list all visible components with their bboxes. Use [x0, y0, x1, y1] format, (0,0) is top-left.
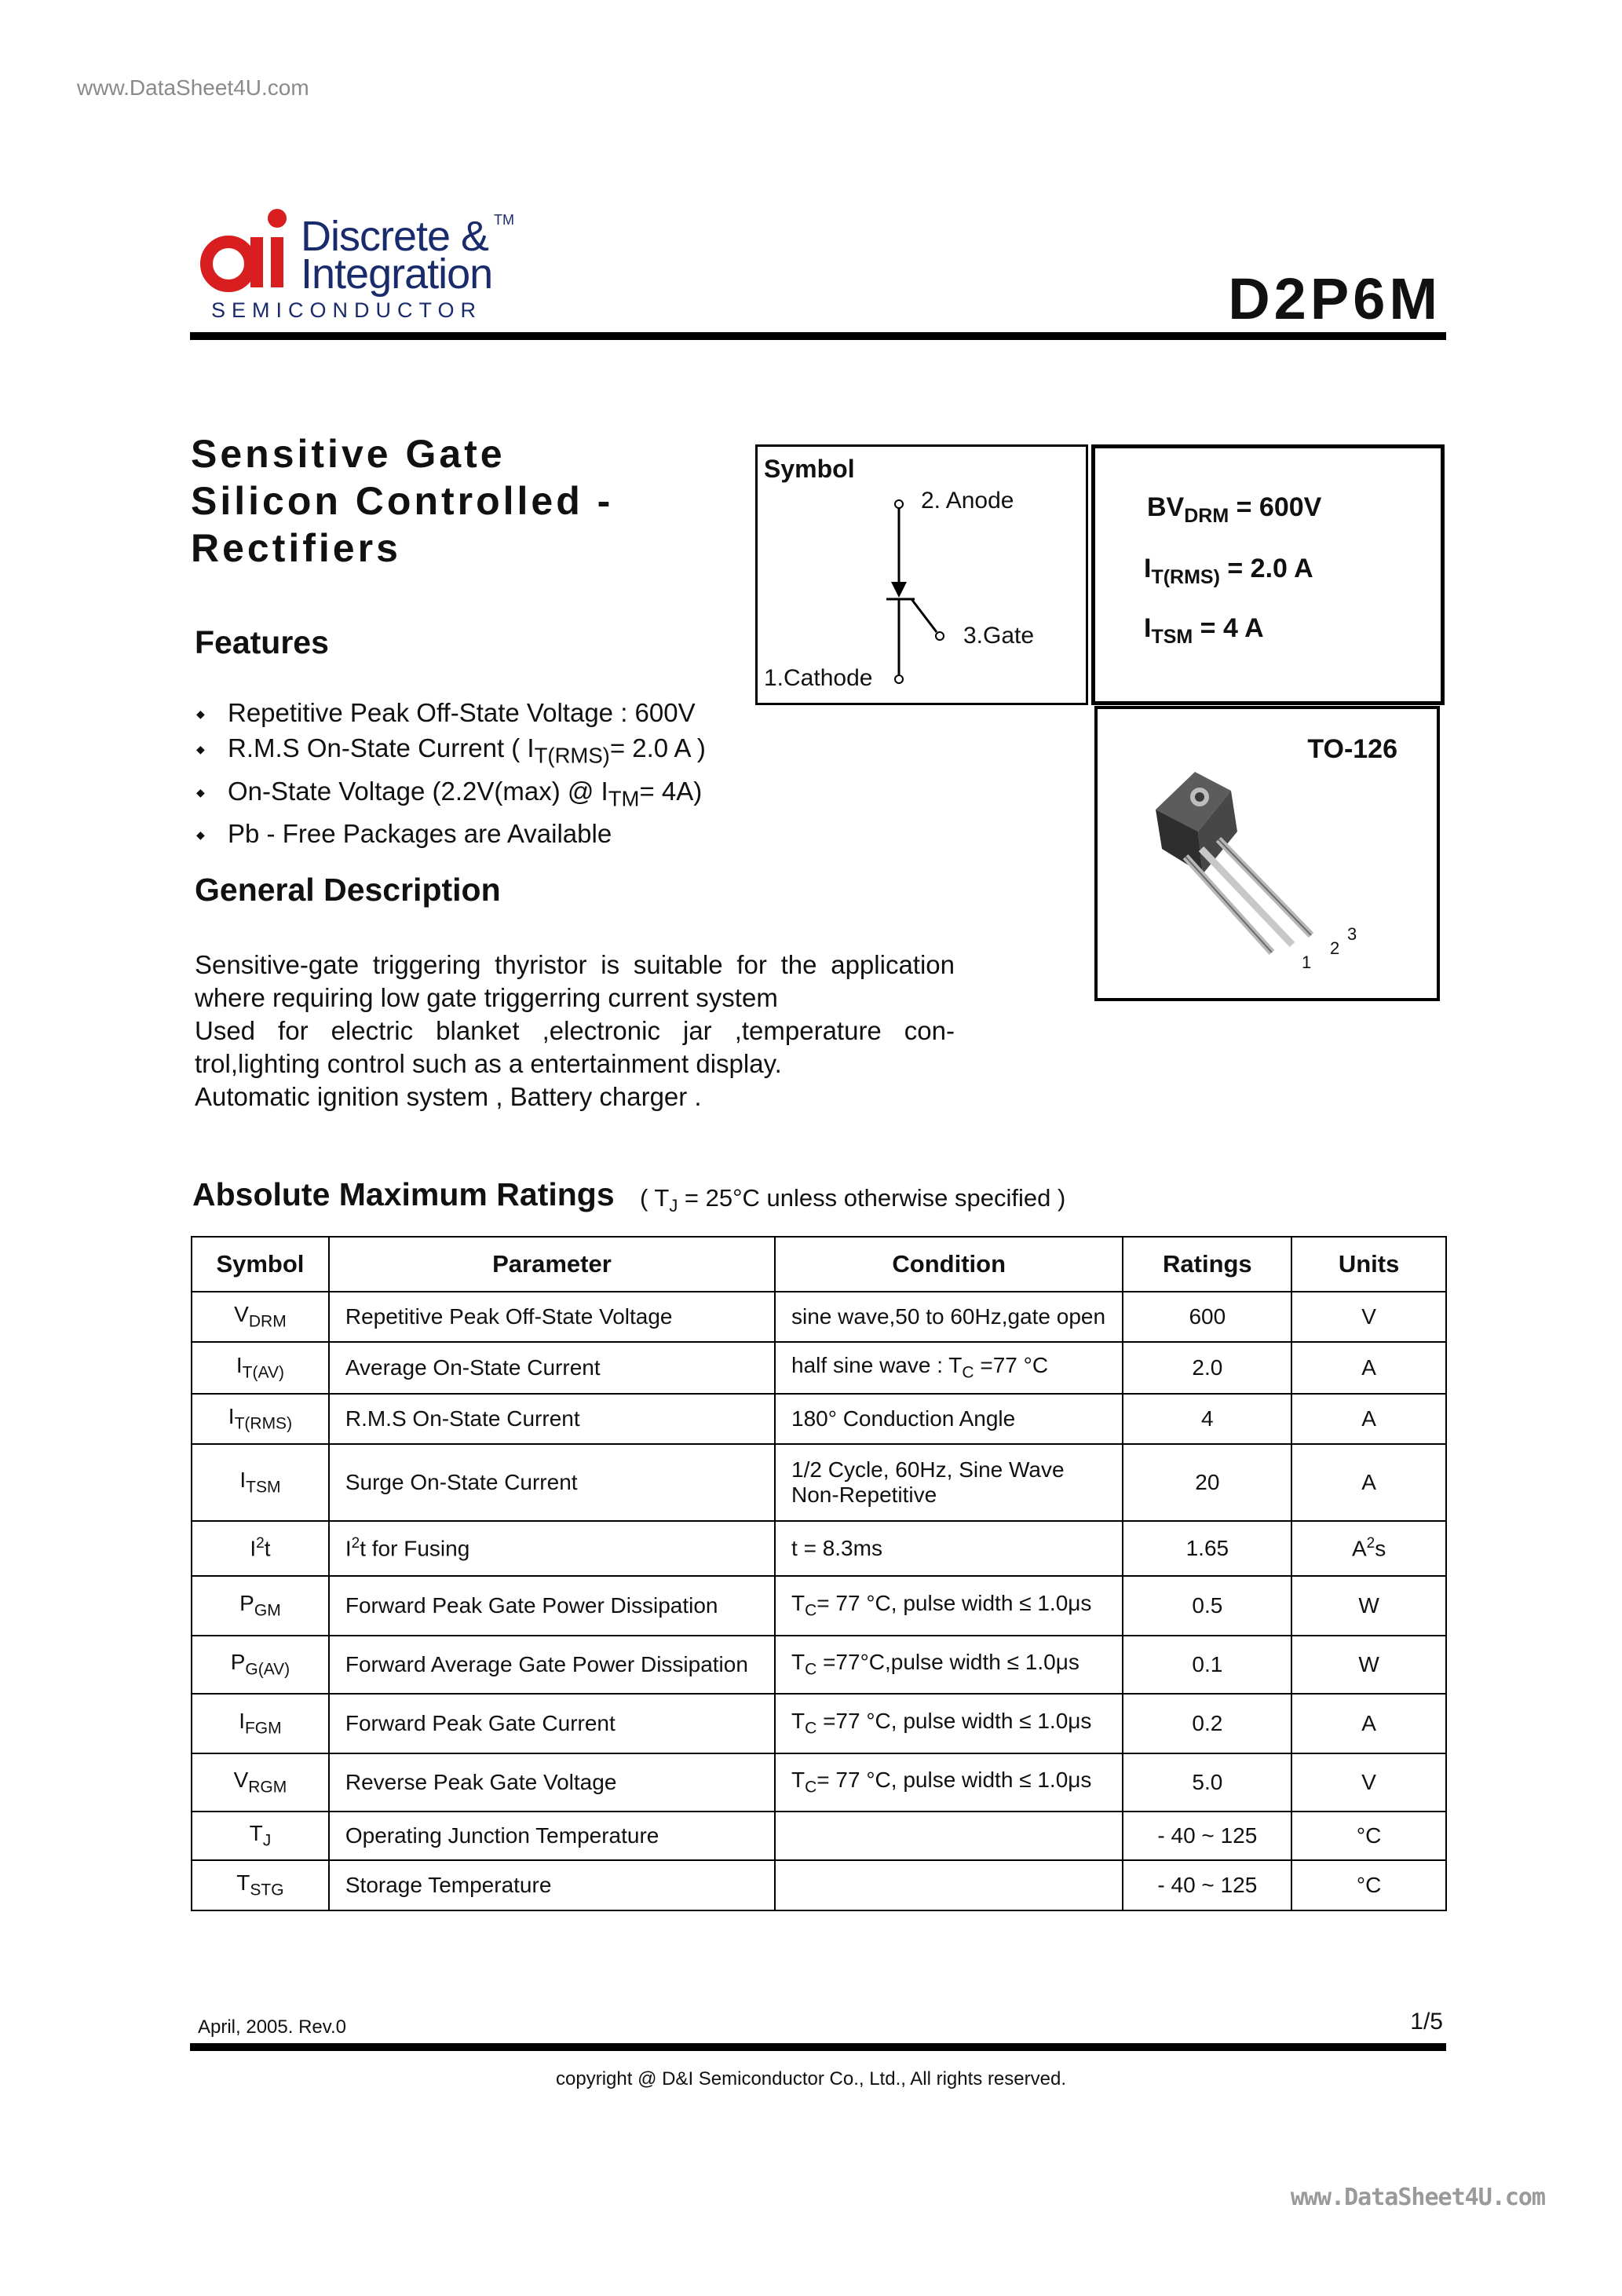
rating-cell: 0.2	[1123, 1694, 1291, 1753]
parameter-cell: Storage Temperature	[329, 1860, 775, 1910]
company-logo	[200, 196, 530, 330]
description-paragraph: Sensitive-gate triggering thyristor is suitable for the application where requiring low gate triggerring current system	[195, 950, 955, 1012]
condition-cell: $T_C =77$ °C, pulse width ≤ 1.0μs	[775, 1694, 1123, 1753]
product-title	[191, 430, 613, 572]
condition-cell	[775, 1812, 1123, 1860]
column-header: Condition	[775, 1237, 1123, 1292]
parameter-cell: Forward Average Gate Power Dissipation	[329, 1636, 775, 1694]
pin-number: 3	[1347, 924, 1357, 944]
symbol-cell: $T_{STG}$	[192, 1860, 329, 1910]
parameter-cell: Forward Peak Gate Power Dissipation	[329, 1576, 775, 1636]
parameter-cell: Reverse Peak Gate Voltage	[329, 1753, 775, 1812]
symbol-cell: $V_{RGM}$	[192, 1753, 329, 1812]
description-paragraph: Used for electric blanket ,electronic jar ,temperature con-trol,lighting control such as a entertainment display.	[195, 1016, 955, 1078]
description-paragraph: Automatic ignition system , Battery charger .	[195, 1082, 702, 1111]
parameter-cell: Average On-State Current	[329, 1342, 775, 1394]
ratings-note: ( $T_J = 25^\circ C$ unless otherwise specified )	[640, 1184, 1066, 1216]
part-number: D2P6M	[1228, 266, 1441, 331]
unit-cell: A	[1291, 1444, 1446, 1521]
features-heading: Features	[195, 624, 329, 660]
rating-cell: 1.65	[1123, 1521, 1291, 1576]
feature-item: ◆ Pb - Free Packages are Available	[196, 816, 706, 851]
parameter-cell: R.M.S On-State Current	[329, 1394, 775, 1444]
table-row	[192, 1636, 1446, 1694]
symbol-title: Symbol	[764, 455, 855, 483]
rating-cell: - 40 ~ 125	[1123, 1860, 1291, 1910]
condition-cell	[775, 1860, 1123, 1910]
table-row	[192, 1394, 1446, 1444]
table-row	[192, 1342, 1446, 1394]
title-line: Silicon Controlled -	[191, 479, 614, 523]
unit-cell: °C	[1291, 1860, 1446, 1910]
condition-cell: t = 8.3ms	[775, 1521, 1123, 1576]
rating-cell: 0.5	[1123, 1576, 1291, 1636]
spec-itsm: $I_{TSM} = 4$ A	[1144, 613, 1264, 648]
table-row	[192, 1444, 1446, 1521]
package-name: TO-126	[1307, 734, 1397, 764]
general-description-heading: General Description	[195, 872, 501, 908]
condition-cell: 1/2 Cycle, 60Hz, Sine Wave Non-Repetitive	[775, 1444, 1123, 1521]
pin-number: 2	[1330, 938, 1340, 958]
title-line: Sensitive Gate	[191, 432, 506, 476]
rating-cell: 600	[1123, 1292, 1291, 1342]
condition-cell: $T_C$ =77°C,pulse width ≤ 1.0μs	[775, 1636, 1123, 1694]
unit-cell: $A^2s$	[1291, 1521, 1446, 1576]
pin-number: 1	[1302, 952, 1312, 972]
spec-bvdrm: $BV_{DRM} = 600V$	[1147, 492, 1322, 527]
symbol-cell: $P_{GM}$	[192, 1576, 329, 1636]
condition-cell: $T_C= 77$ °C, pulse width ≤ 1.0μs	[775, 1576, 1123, 1636]
condition-cell: sine wave,50 to 60Hz,gate open	[775, 1292, 1123, 1342]
rating-cell: - 40 ~ 125	[1123, 1812, 1291, 1860]
feature-item: ◆ Repetitive Peak Off-State Voltage : 600V	[196, 695, 706, 730]
parameter-cell: Forward Peak Gate Current	[329, 1694, 775, 1753]
rating-cell: 4	[1123, 1394, 1291, 1444]
copyright-text: copyright @ D&I Semiconductor Co., Ltd., All rights reserved.	[556, 2068, 1066, 2089]
unit-cell: W	[1291, 1576, 1446, 1636]
table-row	[192, 1812, 1446, 1860]
symbol-cell: $I^2t$	[192, 1521, 329, 1576]
gate-label: 3.Gate	[963, 623, 1035, 649]
anode-label: 2. Anode	[921, 488, 1014, 514]
to126-package-icon	[1145, 756, 1380, 992]
parameter-cell: Surge On-State Current	[329, 1444, 775, 1521]
unit-cell: A	[1291, 1694, 1446, 1753]
symbol-box	[755, 444, 1088, 705]
symbol-cell: $T_J$	[192, 1812, 329, 1860]
rating-cell: 2.0	[1123, 1342, 1291, 1394]
key-specs-box	[1091, 444, 1445, 705]
symbol-cell: $V_{DRM}$	[192, 1292, 329, 1342]
general-description-body	[195, 949, 955, 1113]
logo-subtitle: SEMICONDUCTOR	[211, 298, 483, 322]
table-row	[192, 1694, 1446, 1753]
table-header-row	[192, 1237, 1446, 1292]
unit-cell: V	[1291, 1292, 1446, 1342]
column-header: Parameter	[329, 1237, 775, 1292]
condition-cell: half sine wave : $T_C =77$ °C	[775, 1342, 1123, 1394]
unit-cell: °C	[1291, 1812, 1446, 1860]
table-row	[192, 1576, 1446, 1636]
unit-cell: V	[1291, 1753, 1446, 1812]
parameter-cell: Operating Junction Temperature	[329, 1812, 775, 1860]
cathode-label: 1.Cathode	[764, 665, 873, 691]
table-row	[192, 1753, 1446, 1812]
spec-itrms: $I_{T(RMS)} = 2.0$ A	[1144, 554, 1313, 588]
unit-cell: W	[1291, 1636, 1446, 1694]
di-logo-icon	[200, 201, 302, 311]
features-list	[196, 695, 706, 851]
column-header: Units	[1291, 1237, 1446, 1292]
ratings-table	[191, 1236, 1447, 1911]
header-rule	[190, 332, 1446, 340]
symbol-cell: $I_{FGM}$	[192, 1694, 329, 1753]
feature-item: ◆ On-State Voltage (2.2V(max) @ $I_{TM}= 4A$)	[196, 773, 706, 817]
rating-cell: 0.1	[1123, 1636, 1291, 1694]
symbol-cell: $I_{T(RMS)}$	[192, 1394, 329, 1444]
title-line: Rectifiers	[191, 526, 401, 570]
condition-cell: $T_C= 77$ °C, pulse width ≤ 1.0μs	[775, 1753, 1123, 1812]
watermark-top: www.DataSheet4U.com	[77, 75, 309, 100]
column-header: Ratings	[1123, 1237, 1291, 1292]
logo-trademark: TM	[494, 212, 514, 228]
page-number: 1/5	[1410, 2009, 1443, 2035]
logo-text-line1: Discrete &	[301, 213, 489, 260]
feature-item: ◆ R.M.S On-State Current ( $I_{T(RMS)}= 2.0$ A )	[196, 730, 706, 773]
logo-text-line2: Integration	[301, 250, 493, 298]
column-header: Symbol	[192, 1237, 329, 1292]
watermark-bottom: www.DataSheet4U.com	[1290, 2184, 1545, 2211]
rating-cell: 20	[1123, 1444, 1291, 1521]
symbol-cell: $I_{T(AV)}$	[192, 1342, 329, 1394]
unit-cell: A	[1291, 1342, 1446, 1394]
revision-date: April, 2005. Rev.0	[198, 2016, 346, 2038]
parameter-cell: Repetitive Peak Off-State Voltage	[329, 1292, 775, 1342]
table-row	[192, 1860, 1446, 1910]
table-row	[192, 1521, 1446, 1576]
rating-cell: 5.0	[1123, 1753, 1291, 1812]
footer-rule	[190, 2043, 1446, 2051]
table-row	[192, 1292, 1446, 1342]
unit-cell: A	[1291, 1394, 1446, 1444]
symbol-cell: $I_{TSM}$	[192, 1444, 329, 1521]
symbol-cell: $P_{G(AV)}$	[192, 1636, 329, 1694]
ratings-heading: Absolute Maximum Ratings	[192, 1176, 615, 1212]
parameter-cell: $I^2t$ for Fusing	[329, 1521, 775, 1576]
condition-cell: 180° Conduction Angle	[775, 1394, 1123, 1444]
package-box	[1094, 706, 1440, 1001]
